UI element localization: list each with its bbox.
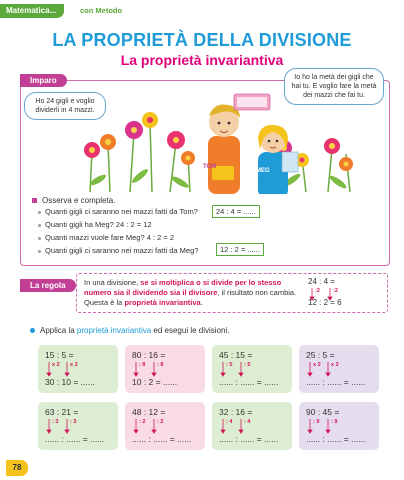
exercise-instruction [32,196,115,205]
regola-text-2: se si moltiplica o si divide per lo stesso numero sia il dividendo sia il divisore [84,278,282,298]
tom-name-tag: TOM [203,164,217,170]
division-card-op-2: : 5 [244,362,251,368]
question-1 [38,207,198,216]
division-card-op: x 2 [52,362,60,368]
page-title: LA PROPRIETÀ DELLA DIVISIONE [52,30,352,50]
answer-box-1[interactable]: 24 : 4 = ...... [212,205,260,218]
division-card[interactable] [38,402,118,450]
apply-highlight: proprietà invariantiva [76,326,152,335]
bullet-dot-icon [38,250,41,253]
division-card[interactable] [212,345,292,393]
division-card-bottom[interactable]: ...... : ...... = ...... [132,434,192,444]
bullet-dot-icon [38,237,41,240]
division-card-bottom[interactable]: ...... : ...... = ...... [306,434,366,444]
regola-text [84,278,306,308]
question-2-text: Quanti gigli ha Meg? 24 : 2 = 12 [45,220,152,229]
question-1-text: Quanti gigli ci saranno nei mazzi fatti da Tom? [45,207,198,216]
bullet-dot-icon [38,224,41,227]
regola-text-3: , il risultato non cambia. Questa è la [84,288,297,308]
division-card-op: : 9 [313,419,320,425]
meg-name-tag: MEG [256,168,270,174]
division-card-top: 63 : 21 = [45,407,79,417]
division-card-top: 25 : 5 = [306,350,335,360]
division-card[interactable] [212,402,292,450]
division-card-top: 15 : 5 = [45,350,74,360]
page-subtitle: La proprietà invariantiva [120,52,284,68]
apply-post: ed esegui le divisioni. [151,326,230,335]
exercise-instruction-text: Osserva e completa. [42,196,116,205]
question-3-text: Quanti mazzi vuole fare Meg? 4 : 2 = 2 [45,233,175,242]
division-card-top: 32 : 16 = [219,407,253,417]
division-card-op-2: : 2 [157,419,164,425]
regola-op-2: :2 [333,288,338,294]
division-card-bottom[interactable]: ...... : ...... = ...... [306,377,366,387]
division-card-op: x 2 [313,362,321,368]
division-card-bottom[interactable]: ...... : ...... = ...... [219,434,279,444]
bullet-circle-icon [30,328,35,333]
division-card-bottom[interactable]: ...... : ...... = ...... [219,377,279,387]
apply-instruction [30,326,229,335]
bullet-square-icon [32,198,37,203]
division-card[interactable] [299,402,379,450]
question-4 [38,246,198,255]
division-card-top: 90 : 45 = [306,407,340,417]
apply-pre: Applica la [40,326,77,335]
division-card-op: : 2 [139,419,146,425]
regola-text-1: In una divisione, [84,278,141,287]
division-card-op-2: : 8 [157,362,164,368]
imparo-label: Imparo [20,74,67,87]
division-card-bottom[interactable]: ...... : ...... = ...... [45,434,105,444]
division-card-bottom[interactable]: 30 : 10 = ...... [45,377,95,387]
division-card-op: : 8 [139,362,146,368]
regola-example-line-2: 12 : 2 = 6 [308,298,342,307]
regola-example [304,275,372,311]
division-card-bottom[interactable]: 10 : 2 = ...... [132,377,178,387]
division-card-top: 45 : 15 = [219,350,253,360]
division-card[interactable] [125,402,205,450]
bullet-dot-icon [38,211,41,214]
regola-example-line-1: 24 : 4 = [308,277,335,286]
division-card-op: : 5 [226,362,233,368]
division-card-op: : 4 [226,419,233,425]
division-card-top: 48 : 12 = [132,407,166,417]
page-number: 78 [6,460,28,476]
regola-op-1: :2 [315,288,320,294]
regola-label: La regola [20,279,76,292]
answer-box-4[interactable]: 12 : 2 = ...... [216,243,264,256]
division-card-op-2: : 3 [70,419,77,425]
speech-bubble-tom: Ho 24 gigli e voglio dividerli in 4 mazzi. [24,92,106,120]
question-4-text: Quanti gigli ci saranno nei mazzi fatti da Meg? [45,246,199,255]
lilies-illustration [70,92,370,194]
division-card[interactable] [125,345,205,393]
question-3 [38,233,174,242]
division-card-op: : 3 [52,419,59,425]
division-card-op-2: x 2 [70,362,78,368]
speech-bubble-meg: Io ho la metà dei gigli che hai tu. E voglio fare la metà dei mazzi che fai tu. [284,68,384,105]
division-card-op-2: x 2 [331,362,339,368]
question-2 [38,220,152,229]
division-card[interactable] [299,345,379,393]
regola-text-4: proprietà invariantiva [124,298,201,308]
division-card[interactable] [38,345,118,393]
tab-con-metodo: con Metodo [80,6,123,15]
division-card-op-2: : 4 [244,419,251,425]
regola-text-5: . [200,298,203,308]
division-card-op-2: : 9 [331,419,338,425]
division-card-top: 80 : 16 = [132,350,166,360]
tab-matematica: Matematica... [0,4,64,18]
